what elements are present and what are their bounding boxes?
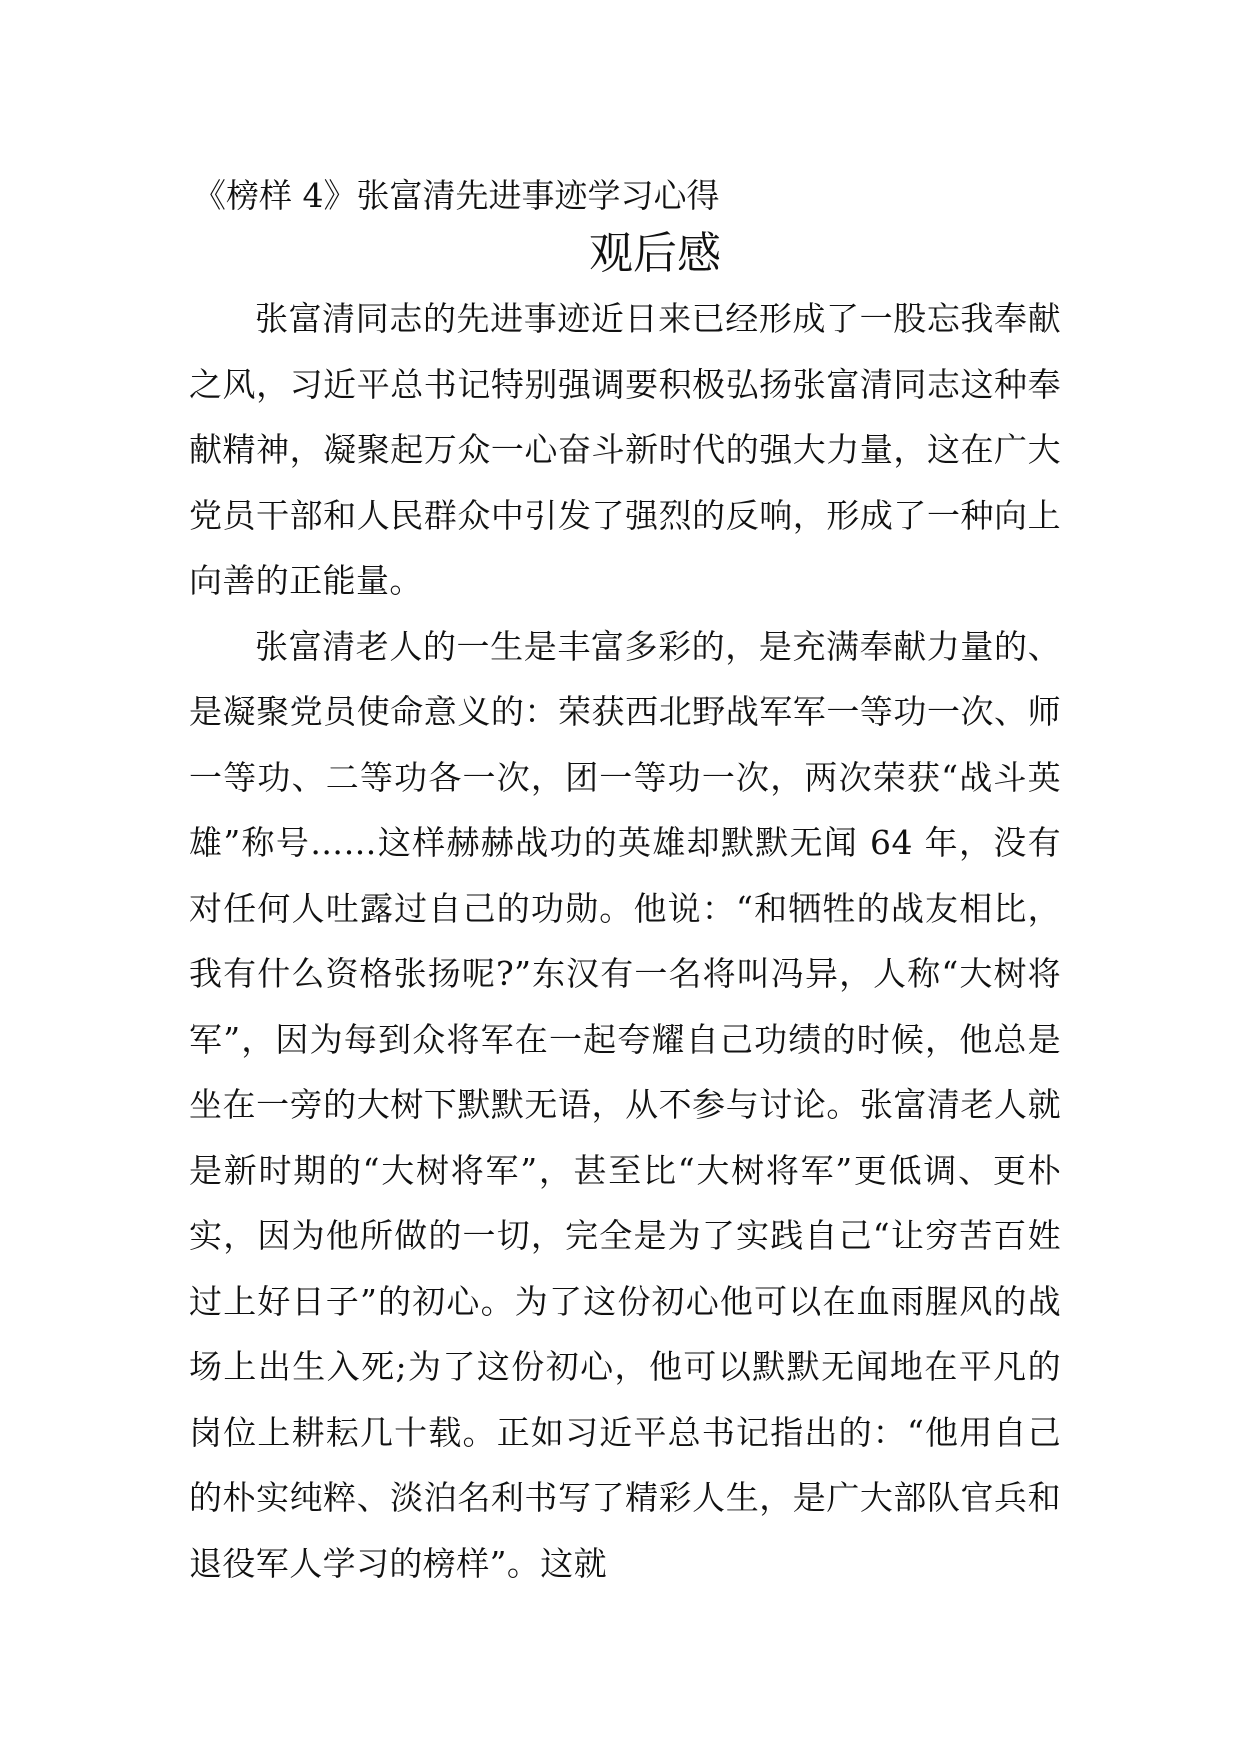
document-body <box>189 170 1061 1596</box>
paragraph-2: 张富清老人的一生是丰富多彩的，是充满奉献力量的、是凝聚党员使命意义的：荣获西北野战军军一等功一次、师一等功、二等功各一次，团一等功一次，两次荣获“战斗英雄”称号……这样赫赫战功的英雄却默默无闻 64 年，没有对任何人吐露过自己的功勋。他说：“和牺牲的战友相比，我有什么资格张扬呢?”东汉有一名将叫冯异，人称“大树将军”，因为每到众将军在一起夸耀自己功绩的时候，他总是坐在一旁的大树下默默无语，从不参与讨论。张富清老人就是新时期的“大树将军”，甚至比“大树将军”更低调、更朴实，因为他所做的一切，完全是为了实践自己“让穷苦百姓过上好日子”的初心。为了这份初心他可以在血雨腥风的战场上出生入死;为了这份初心，他可以默默无闻地在平凡的岗位上耕耘几十载。正如习近平总书记指出的：“他用自己的朴实纯粹、淡泊名利书写了精彩人生，是广大部队官兵和退役军人学习的榜样”。这就 <box>189 626 1061 1583</box>
document-title: 《榜样 4》张富清先进事迹学习心得 <box>193 176 720 215</box>
paragraph-1: 张富清同志的先进事迹近日来已经形成了一股忘我奉献之风，习近平总书记特别强调要积极弘扬张富清同志这种奉献精神，凝聚起万众一心奋斗新时代的强大力量，这在广大党员干部和人民群众中引发了强烈的反响，形成了一种向上向善的正能量。 <box>189 299 1061 600</box>
document-subtitle: 观后感 <box>589 228 721 279</box>
